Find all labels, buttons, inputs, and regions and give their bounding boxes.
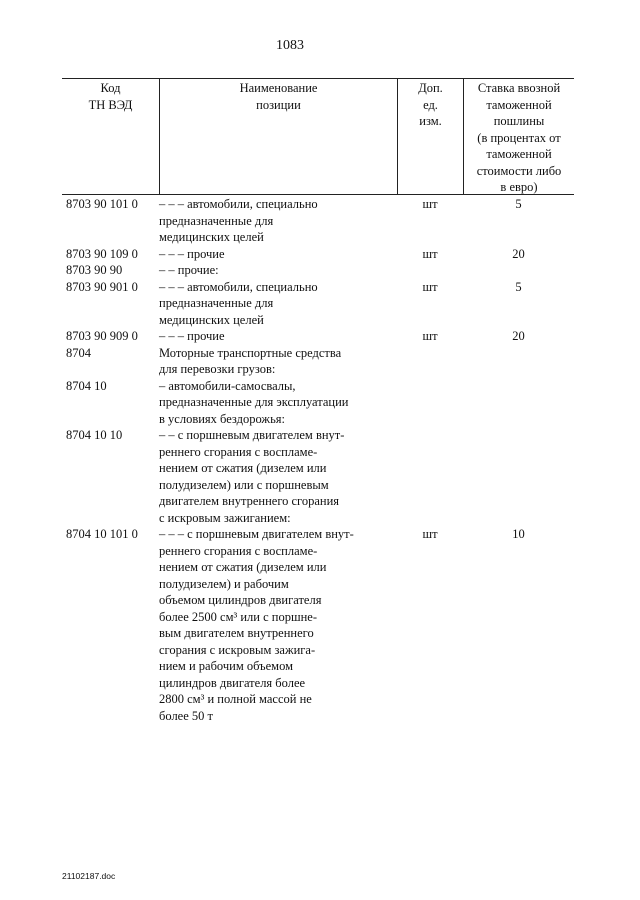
position-name-line: сгорания с искровым зажига- [159,642,316,657]
table-row [62,196,574,246]
header-bottom-rule [62,194,574,195]
table-row [62,262,574,279]
header-line: пошлины [493,114,545,128]
position-name-line: – – – автомобили, специально [159,279,318,294]
position-name-line: медицинских целей [159,230,264,244]
header-line: Доп. [418,81,443,95]
position-name-line: нием и рабочим объемом [159,659,294,673]
unit-of-measure [397,378,463,428]
position-name [159,345,397,378]
position-name [159,279,397,329]
header-rate [464,80,574,196]
position-name-line: Моторные транспортные средства [159,345,342,360]
table-top-rule [62,78,574,79]
header-line: Наименование [239,81,318,95]
header-unit [398,80,463,130]
page-number: 1083 [276,38,304,53]
duty-rate: 5 [515,197,522,211]
position-name [159,427,397,526]
position-name-line: – – – автомобили, специально [159,197,318,211]
table-row [62,279,574,329]
header-line: позиции [256,97,301,112]
tnved-code: 8704 10 10 [66,428,123,442]
header-code [62,80,159,113]
position-name-line: – автомобили-самосвалы, [159,378,296,393]
position-name-line: более 2500 см³ или с поршне- [159,609,317,624]
tnved-code: 8703 90 90 [66,263,123,277]
header-line: Ставка ввозной [477,81,561,95]
header-line: Код [100,81,121,95]
unit-of-measure: шт [422,279,438,294]
header-line: ТН ВЭД [88,97,133,112]
footer-filename: 21102187.doc [62,871,116,881]
tnved-code: 8703 90 109 0 [66,246,138,261]
unit-of-measure [397,345,463,378]
table-row [62,526,574,724]
position-name-line: – – прочие: [159,263,219,277]
table-row [62,345,574,378]
duty-rate: 20 [512,246,525,261]
header-line: (в процентах от [477,130,561,145]
tnved-code: 8704 [66,345,91,360]
position-name-line: предназначенные для [159,296,274,310]
unit-of-measure: шт [422,527,438,541]
tariff-table-body [62,196,574,724]
tnved-code: 8703 90 909 0 [66,329,138,343]
position-name-line: в условиях бездорожья: [159,411,285,426]
position-name [159,196,397,246]
position-name-line: – – – прочие [159,329,225,343]
duty-rate [463,378,574,428]
position-name-line: с искровым зажиганием: [159,510,291,525]
position-name [159,262,397,279]
duty-rate: 20 [512,329,525,343]
header-line: ед. [423,97,438,112]
unit-of-measure: шт [422,197,438,211]
tnved-code: 8703 90 101 0 [66,197,138,211]
tnved-code: 8704 10 101 0 [66,527,138,541]
unit-of-measure [397,262,463,279]
duty-rate [463,262,574,279]
header-line: таможенной [486,147,552,161]
table-row [62,378,574,428]
position-name [159,328,397,345]
table-row [62,328,574,345]
position-name-line: для перевозки грузов: [159,362,276,376]
header-line: стоимости либо [476,163,562,178]
position-name-line: – – с поршневым двигателем внут- [159,428,345,442]
duty-rate [463,427,574,526]
position-name-line: объемом цилиндров двигателя [159,593,322,607]
position-name-line: предназначенные для [159,213,274,228]
position-name-line: нением от сжатия (дизелем или [159,560,327,574]
table-row [62,246,574,263]
tnved-code: 8704 10 [66,378,107,393]
position-name-line: полудизелем) или с поршневым [159,477,329,492]
header-line: изм. [419,114,442,128]
position-name-line: цилиндров двигателя более [159,675,306,690]
unit-of-measure [397,427,463,526]
unit-of-measure: шт [422,246,438,261]
position-name-line: реннего сгорания с воспламе- [159,543,318,558]
duty-rate: 10 [512,527,525,541]
position-name-line: нением от сжатия (дизелем или [159,461,327,475]
position-name [159,526,397,724]
position-name-line: вым двигателем внутреннего [159,626,314,640]
duty-rate: 5 [515,279,522,294]
tnved-code: 8703 90 901 0 [66,279,138,294]
position-name-line: – – – прочие [159,246,225,261]
table-row [62,427,574,526]
position-name-line: реннего сгорания с воспламе- [159,444,318,459]
position-name-line: – – – с поршневым двигателем внут- [159,527,354,541]
header-name [160,80,397,113]
position-name-line: предназначенные для эксплуатации [159,395,349,409]
position-name-line: полудизелем) и рабочим [159,576,289,591]
position-name-line: двигателем внутреннего сгорания [159,494,340,508]
position-name-line: более 50 т [159,708,213,723]
header-line: таможенной [486,97,552,112]
position-name [159,246,397,263]
position-name-line: 2800 см³ и полной массой не [159,692,312,706]
position-name [159,378,397,428]
unit-of-measure: шт [422,329,438,343]
duty-rate [463,345,574,378]
header-line: в евро) [500,180,538,194]
position-name-line: медицинских целей [159,312,264,327]
